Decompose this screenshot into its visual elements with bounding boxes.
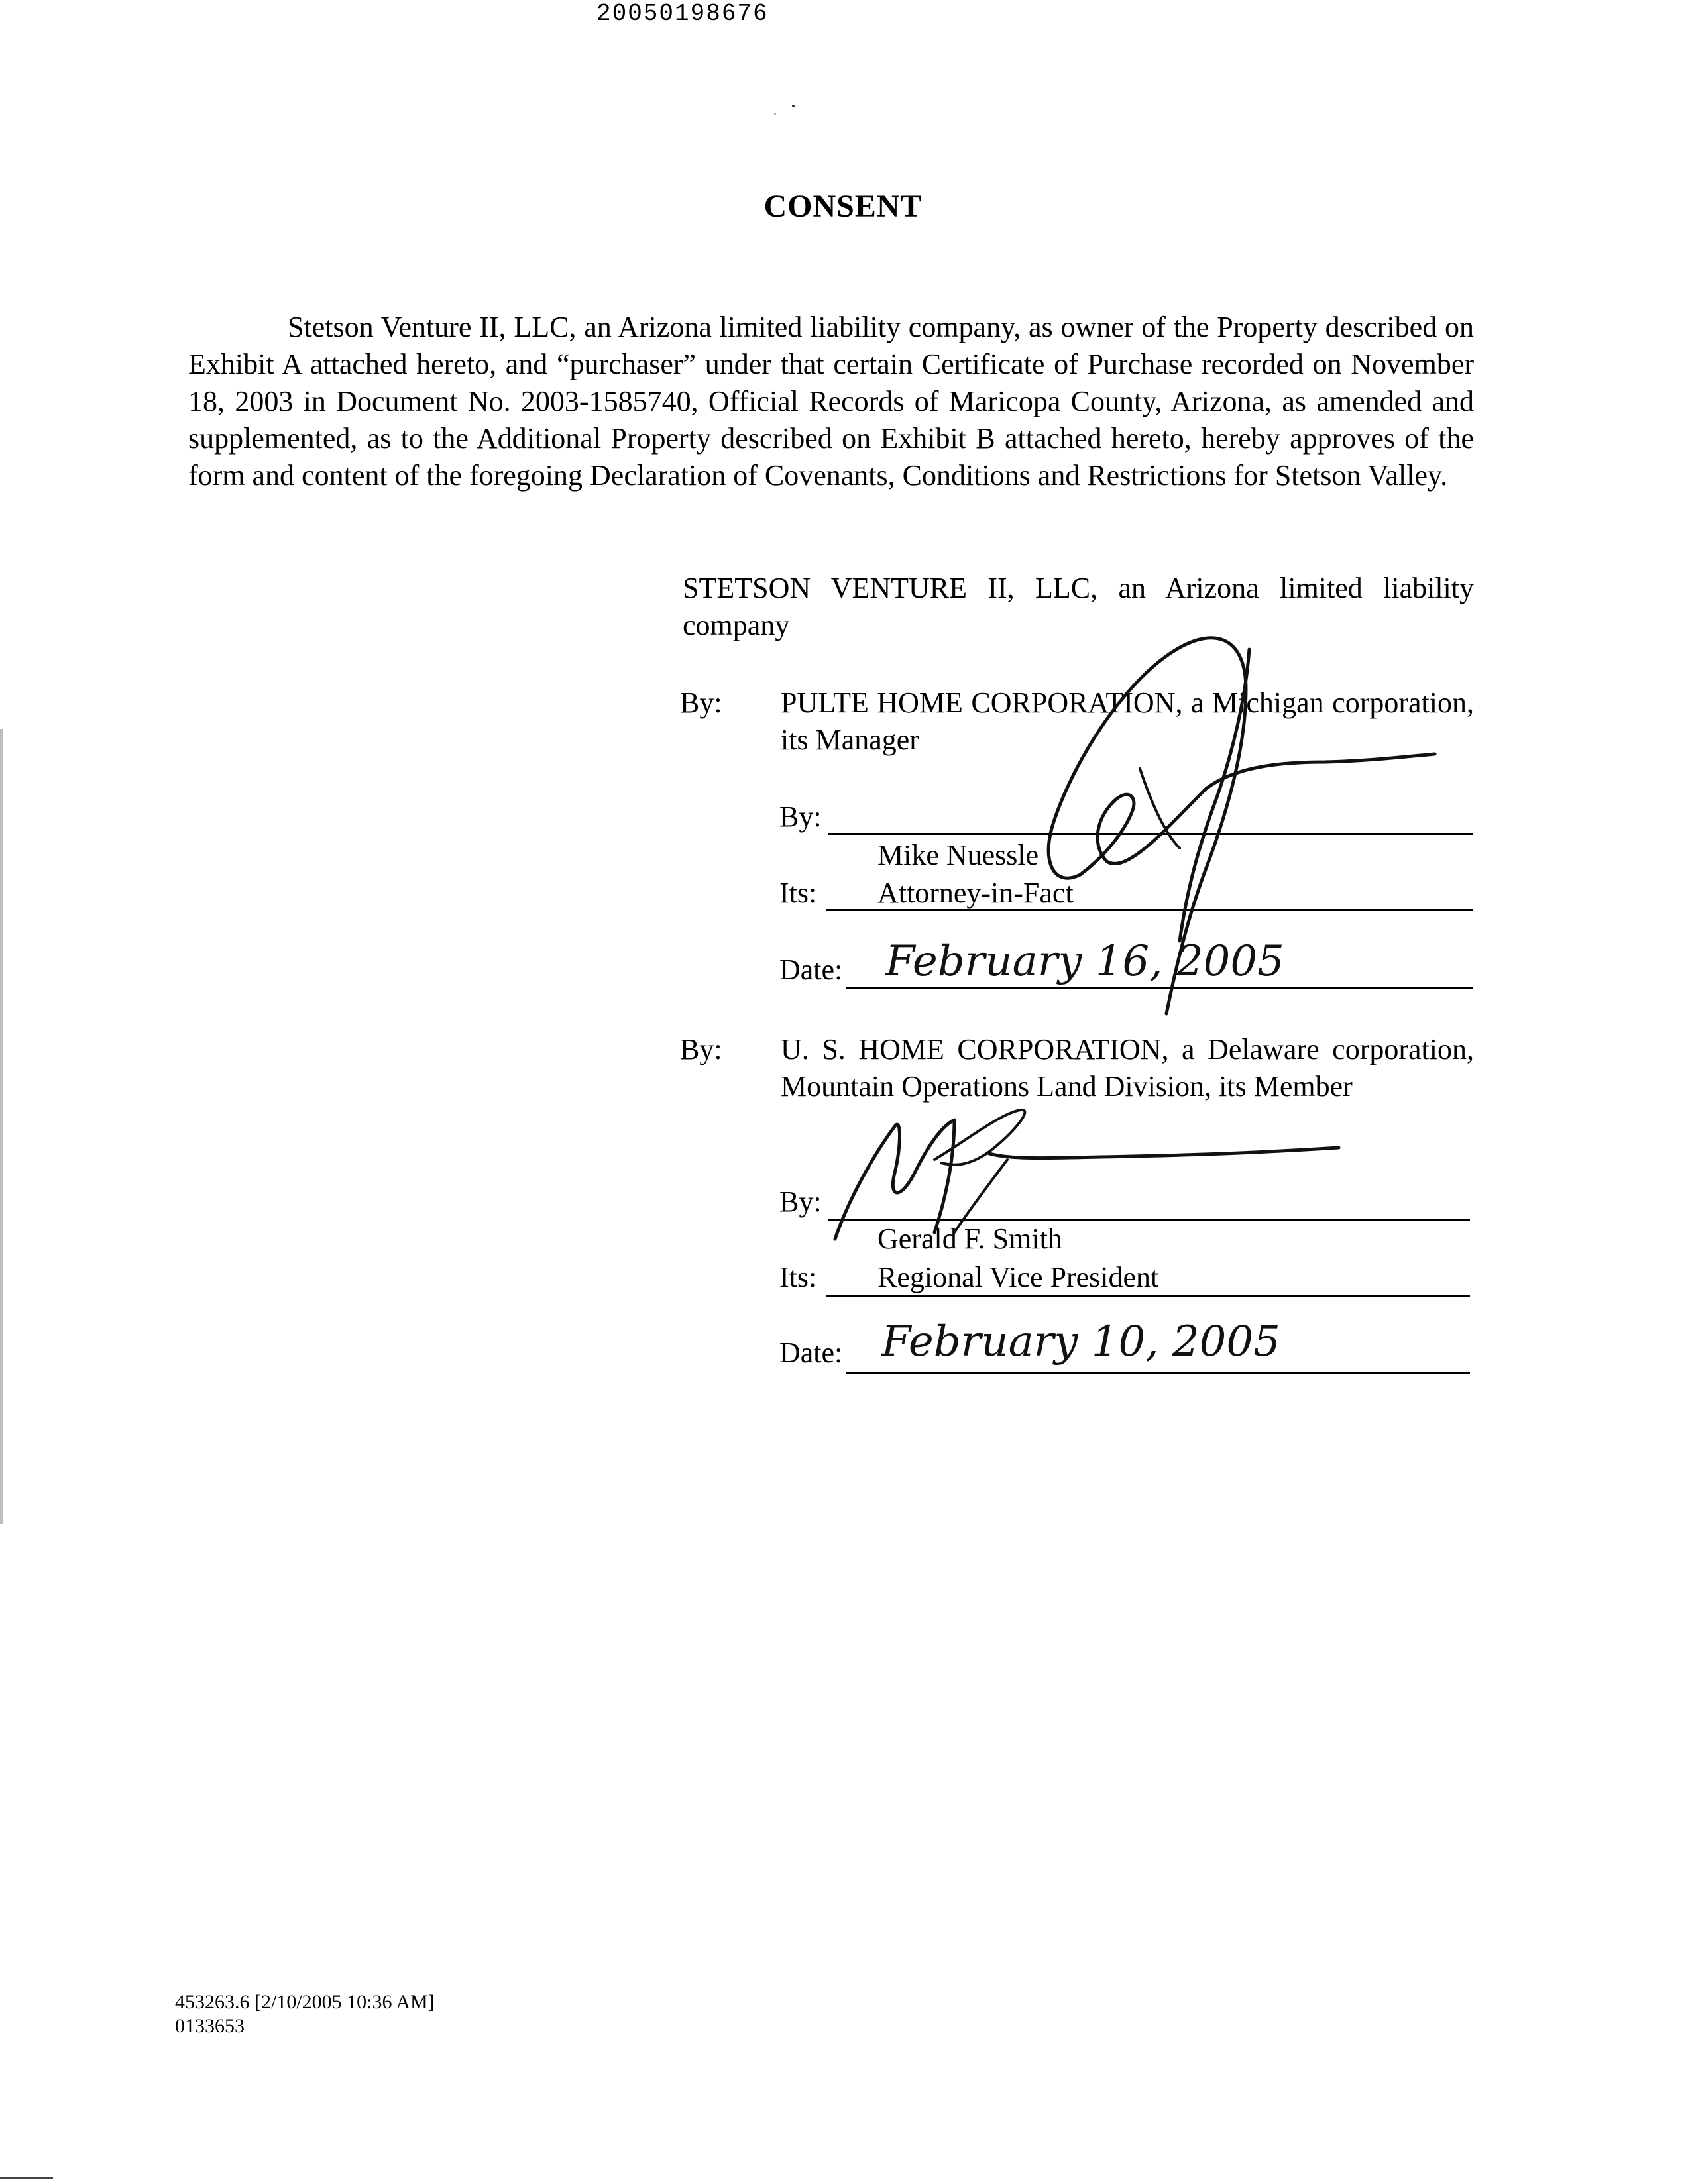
- consent-paragraph: Stetson Venture II, LLC, an Arizona limited liability company, as owner of the Property described on Exhibit A attached hereto, and “purchaser” under that certain Certificate of Purchase recorded on November 18, 2003 in Document No. 2003-1585740, Official Records of Maricopa County, Arizona, as amended and supplemented, as to the Additional Property described on Exhibit B attached hereto, hereby approves of the form and content of the foregoing Declaration of Covenants, Conditions and Restrictions for Stetson Valley.: [188, 311, 1474, 492]
- scan-edge-artifact: [0, 729, 3, 1524]
- scan-speck: [774, 113, 776, 115]
- signatory-1-description: PULTE HOME CORPORATION, a Michigan corporation, its Manager: [781, 686, 1474, 756]
- signatory-2-signature: [822, 1087, 1352, 1246]
- scan-edge-artifact: [0, 2177, 53, 2179]
- signatory-2-handwritten-date: February 10, 2005: [881, 1317, 1280, 1366]
- signatory-1-by-field-label: By:: [779, 800, 822, 833]
- signatory-1-name: Mike Nuessle: [877, 839, 1039, 871]
- recording-number: 20050198676: [596, 0, 769, 27]
- entity-name: STETSON VENTURE II, LLC, an Arizona limited liability company: [683, 572, 1474, 641]
- signatory-2-its-label: Its:: [779, 1261, 817, 1293]
- signatory-2-by-field-label: By:: [779, 1185, 822, 1218]
- page-title: CONSENT: [763, 189, 923, 224]
- signatory-1-by-label: By:: [680, 686, 722, 719]
- signatory-1-signature: [968, 610, 1445, 1034]
- document-reference-footer: [175, 1991, 435, 2038]
- signatory-2-date-label: Date:: [779, 1337, 843, 1369]
- scan-speck: [792, 105, 795, 107]
- footer-line-1: 453263.6 [2/10/2005 10:36 AM]: [175, 1991, 435, 2013]
- signatory-2-description: U. S. HOME CORPORATION, a Delaware corporation, Mountain Operations Land Division, its Member: [781, 1033, 1474, 1103]
- footer-line-2: 0133653: [175, 2015, 245, 2037]
- signatory-1-handwritten-date: February 16, 2005: [885, 937, 1284, 986]
- signatory-1-date-label: Date:: [779, 954, 843, 986]
- signatory-2-date-line: [846, 1372, 1470, 1374]
- signatory-2-title: Regional Vice President: [877, 1261, 1159, 1293]
- signatory-2-by-label: By:: [680, 1033, 722, 1065]
- signatory-2-name: Gerald F. Smith: [877, 1223, 1062, 1255]
- signatory-1-its-label: Its:: [779, 877, 817, 909]
- signatory-1-title: Attorney-in-Fact: [877, 877, 1074, 909]
